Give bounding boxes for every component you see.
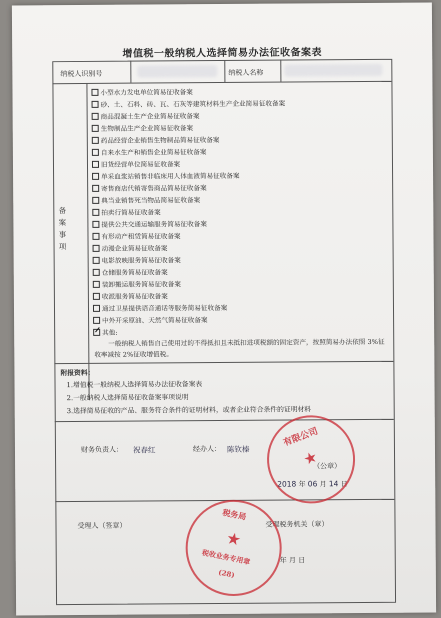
tax-seal-subtext: 税收业务专用章 bbox=[201, 547, 252, 567]
checklist-item: 药品经营企业销售生物制品简易征收备案 bbox=[92, 134, 220, 145]
tax-seal-number: (28) bbox=[217, 567, 236, 580]
document-title: 增值税一般纳税人选择简易办法征收备案表 bbox=[122, 47, 323, 60]
checkbox-checked[interactable] bbox=[93, 328, 100, 335]
checkbox[interactable] bbox=[92, 208, 99, 215]
attachment-item: 3.选择简易征收的产品、服务符合条件的证明材料，或者企业符合条件的证明材料 bbox=[66, 405, 312, 416]
checkbox[interactable] bbox=[92, 112, 99, 119]
month-label: 月 bbox=[319, 480, 327, 489]
taxpayer-id-redacted bbox=[137, 65, 217, 78]
checkbox[interactable] bbox=[93, 304, 100, 311]
finance-manager-label: 财务负责人： bbox=[80, 445, 124, 455]
attachment-item: 1.增值税一般纳税人选择简易办法征收备案表 bbox=[66, 380, 203, 390]
checkbox[interactable] bbox=[92, 136, 99, 143]
checklist-item: 通过卫星提供语音通话等服务简易征收备案 bbox=[93, 302, 227, 313]
checklist-item: 中外开采原油、天然气简易征收备案 bbox=[93, 314, 208, 325]
taxpayer-name-redacted bbox=[284, 64, 382, 77]
attachment-item: 2.一般纳税人选择简易征收备案事项说明 bbox=[66, 393, 189, 403]
checkbox[interactable] bbox=[92, 220, 99, 227]
star-icon: ★ bbox=[302, 449, 319, 469]
recipient-label: 受理人（签章） bbox=[77, 521, 127, 531]
checklist-item: 商品混凝土生产企业简易征收备案 bbox=[92, 110, 200, 121]
checkbox[interactable] bbox=[93, 316, 100, 323]
checkbox[interactable] bbox=[92, 160, 99, 167]
checklist-item: 砂、土、石料、砖、瓦、石灰等建筑材料生产企业简易征收备案 bbox=[92, 98, 286, 109]
checkbox[interactable] bbox=[92, 184, 99, 191]
checklist-item: 装卸搬运服务简易征收备案 bbox=[93, 278, 181, 289]
checkbox[interactable] bbox=[92, 196, 99, 203]
checkbox[interactable] bbox=[93, 292, 100, 299]
handler-name: 陈钦榛 bbox=[226, 444, 250, 454]
checkbox[interactable] bbox=[93, 256, 100, 263]
checklist-item: 小型水力发电单位简易征收备案 bbox=[91, 86, 192, 97]
day-label: 日 bbox=[340, 480, 348, 489]
divider bbox=[280, 60, 281, 82]
checklist-item: 电影放映服务简易征收备案 bbox=[93, 254, 181, 265]
checklist-item: 旧货经营单位简易征收备案 bbox=[92, 158, 180, 169]
checkbox[interactable] bbox=[92, 232, 99, 239]
date-year: 2018 bbox=[277, 479, 297, 489]
document-page bbox=[12, 3, 436, 616]
acceptance-date: 年 月 日 bbox=[279, 556, 306, 565]
checklist-item: 收派服务简易征收备案 bbox=[93, 290, 168, 301]
attachments-heading: 附报资料： bbox=[60, 368, 95, 378]
checklist-item: 仓储服务简易征收备案 bbox=[93, 266, 168, 277]
divider bbox=[130, 61, 131, 83]
seal-label: （公章） bbox=[313, 462, 342, 471]
checklist-item: 典当业销售死当物品简易征收备案 bbox=[92, 194, 200, 205]
taxpayer-name-label: 纳税人名称 bbox=[228, 68, 264, 77]
handler-label: 经办人： bbox=[192, 445, 222, 454]
date-day: 14 bbox=[328, 479, 339, 489]
checklist-item: 动漫企业简易征收备案 bbox=[93, 242, 168, 253]
filing-items-label: 备 案 事 项 bbox=[58, 206, 67, 252]
checklist-item: 拍卖行简易征收备案 bbox=[92, 206, 160, 216]
tax-seal-text: 税务局 bbox=[221, 507, 248, 522]
checklist-item-other: 其他: bbox=[93, 327, 117, 337]
checklist-item: 提供公共交通运输服务简易征收备案 bbox=[92, 218, 207, 229]
taxpayer-id-label: 纳税人识别号 bbox=[60, 69, 103, 79]
tax-authority-label: 受理税务机关（章） bbox=[265, 520, 329, 529]
checkbox[interactable] bbox=[93, 268, 100, 275]
divider bbox=[224, 60, 225, 82]
checklist-item: 寄售商店代销寄售商品简易征收备案 bbox=[92, 182, 207, 193]
checkbox[interactable] bbox=[92, 100, 99, 107]
year-label: 年 bbox=[298, 480, 306, 489]
checkbox[interactable] bbox=[92, 148, 99, 155]
checkbox[interactable] bbox=[92, 172, 99, 179]
checkbox[interactable] bbox=[91, 88, 98, 95]
checkbox[interactable] bbox=[93, 280, 100, 287]
finance-manager-name: 祝春红 bbox=[132, 445, 156, 455]
checklist-item: 自来水生产和销售企业简易征收备案 bbox=[92, 146, 207, 157]
star-icon: ★ bbox=[225, 530, 242, 549]
checkbox[interactable] bbox=[92, 124, 99, 131]
checklist-item: 有形动产租赁简易征收备案 bbox=[92, 230, 180, 241]
checklist-item: 生物制品生产企业简易征收备案 bbox=[92, 122, 193, 133]
checklist-item: 单采血浆站销售非临床用人体血液简易征收备案 bbox=[92, 170, 240, 181]
other-description: 一般纳税人销售自己使用过的不得抵扣且未抵扣进项税额的固定资产，按照简易办法依照 3%征收率减按 2%征收增值税。 bbox=[94, 337, 385, 359]
company-seal-text: 有限公司 bbox=[282, 426, 320, 449]
date-month: 06 bbox=[307, 479, 318, 489]
checkbox[interactable] bbox=[93, 244, 100, 251]
